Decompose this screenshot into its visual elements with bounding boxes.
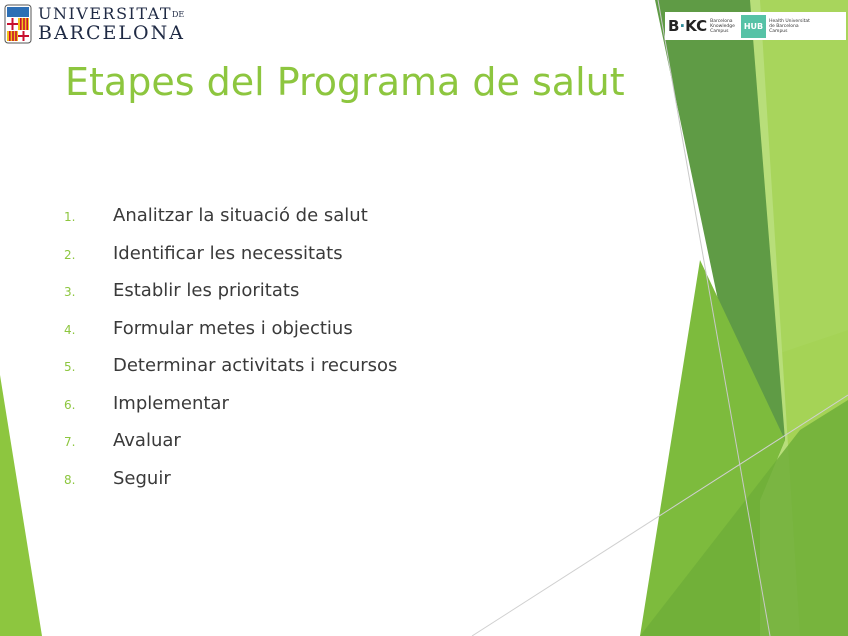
step-text: Seguir — [113, 467, 171, 489]
step-text: Analitzar la situació de salut — [113, 205, 368, 226]
hub-logo — [741, 15, 810, 38]
step-text: Determinar activitats i recursos — [113, 355, 398, 376]
step-number: 4. — [64, 322, 76, 337]
list-item — [64, 318, 397, 356]
bkc-mark-b: B — [668, 17, 680, 35]
bkc-caption — [710, 19, 735, 34]
step-text: Implementar — [113, 392, 229, 414]
list-item — [64, 280, 397, 318]
steps-list — [64, 205, 397, 505]
step-text: Formular metes i objectius — [113, 317, 353, 339]
list-item — [64, 205, 397, 243]
step-number: 1. — [64, 210, 76, 224]
hub-mark: HUB — [741, 15, 766, 38]
bkc-mark-kc: KC — [685, 17, 708, 35]
step-number: 7. — [64, 435, 76, 449]
facet-left-edge — [0, 375, 42, 636]
logo-line1: UNIVERSITAT — [38, 3, 173, 23]
hub-caption-line: de Barcelona — [769, 23, 799, 29]
step-number: 3. — [64, 285, 76, 299]
hub-caption-line: Health Universitat — [769, 18, 810, 24]
hub-caption — [769, 19, 810, 34]
bkc-caption-line: Knowledge — [710, 23, 735, 29]
bkc-caption-line: Campus — [710, 28, 729, 34]
slide-title: Etapes del Programa de salut — [65, 60, 625, 104]
step-text: Identificar les necessitats — [113, 242, 343, 264]
partner-logos — [665, 12, 846, 40]
bkc-mark-dot: · — [679, 17, 686, 35]
step-text: Establir les prioritats — [113, 280, 300, 301]
list-item — [64, 468, 397, 506]
list-item — [64, 243, 397, 281]
step-number: 5. — [64, 360, 76, 374]
step-number: 2. — [64, 247, 76, 262]
logo-line1-suffix: DE — [172, 9, 185, 19]
list-item — [64, 393, 397, 431]
step-text: Avaluar — [113, 430, 181, 451]
logo-line2: BARCELONA — [38, 21, 185, 44]
bkc-mark — [668, 17, 707, 35]
university-logo — [4, 2, 185, 46]
university-shield-icon — [4, 4, 32, 44]
list-item — [64, 430, 397, 468]
bkc-caption-line: Barcelona — [710, 18, 733, 24]
step-number: 8. — [64, 472, 76, 487]
step-number: 6. — [64, 397, 76, 412]
bkc-logo — [668, 17, 735, 35]
hub-caption-line: Campus — [769, 28, 788, 34]
list-item — [64, 355, 397, 393]
